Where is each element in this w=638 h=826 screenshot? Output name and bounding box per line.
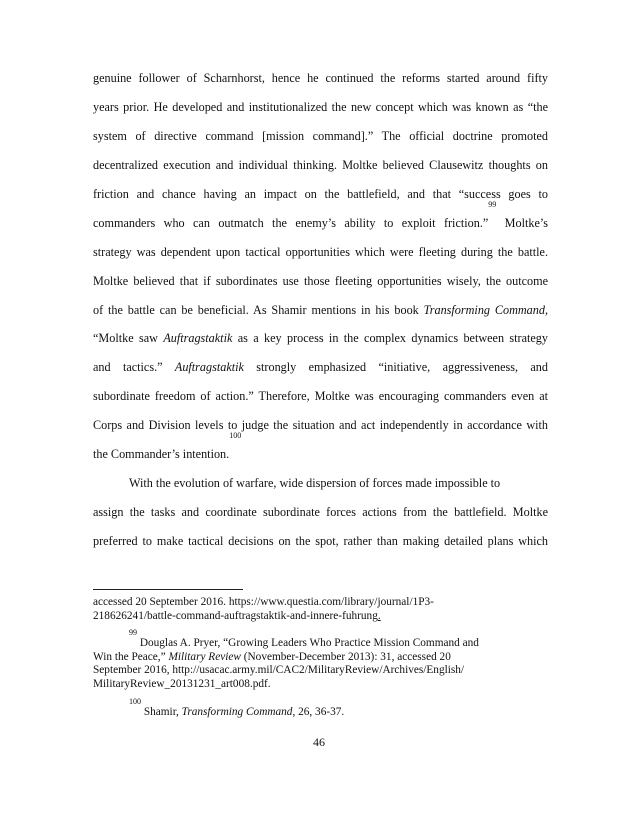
text-line: years prior. He developed and institutionalized the new concept which was known as “the [93,99,548,114]
spacer [93,623,548,637]
text-line: strategy was dependent upon tactical opportunities which were fleeting during the battle. [93,244,548,259]
footnote-divider [93,589,243,590]
text-line: decentralized execution and individual thinking. Moltke believed Clausewitz thoughts on [93,157,548,172]
text-line: preferred to make tactical decisions on the spot, rather than making detailed plans which [93,534,548,548]
body-text [93,64,548,556]
footnote-line: 218626241/battle-command-auftragstaktik-and-innere-fuhrung. [93,609,381,622]
text-line: Moltke believed that if subordinates use those fleeting opportunities wisely, the outcome [93,273,548,288]
book-title: Transforming Command [423,302,545,317]
footnote-line: MilitaryReview_20131231_art008.pdf. [93,677,271,690]
text-line: system of directive command [mission command].” The official doctrine promoted [93,128,548,143]
footnote-number-99: 99 [129,628,137,638]
footnote-ref-99[interactable]: 99 [488,199,497,209]
text-line: genuine follower of Scharnhorst, hence he continued the reforms started around fifty [93,71,548,85]
term-italic: Auftragstaktik [163,331,233,346]
text-line: commanders who can outmatch the enemy’s ability to exploit friction.”$^{99}$ Moltke’s [93,199,548,230]
text-line: and tactics.” Auftragstaktik strongly emphasized “initiative, aggressiveness, and [93,360,548,375]
text-line: the Commander’s intention.$^{100}$ [93,431,242,462]
footnote-line: $^{99}$ Douglas A. Pryer, “Growing Leaders Who Practice Mission Command and [129,628,479,650]
journal-title: Military Review [168,650,241,663]
footnote-line: accessed 20 September 2016. https://www.questia.com/library/journal/1P3- [93,596,434,608]
text-line: of the battle can be beneficial. As Shamir mentions in his book Transforming Command, [93,302,549,317]
text-line: friction and chance having an impact on the battlefield, and that “success goes to [93,186,548,201]
footnote-line: Win the Peace,” Military Review (November-December 2013): 31, accessed 20 [93,650,451,663]
spacer [93,692,548,706]
text-line: subordinate freedom of action.” Therefore, Moltke was encouraging commanders even at [93,389,548,404]
text-line: With the evolution of warfare, wide dispersion of forces made impossible to [129,476,501,491]
footnote-link[interactable]: 218626241/battle-command-auftragstaktik-and-innere-fuhrung [93,609,378,622]
footnote-line: September 2016, http://usacac.army.mil/CAC2/MilitaryReview/Archives/English/ [93,664,465,677]
footnote-line: $^{100}$ Shamir, Transforming Command, 26, 36-37. [129,696,345,718]
footnote-number-100: 100 [129,696,141,706]
text-line: assign the tasks and coordinate subordinate forces actions from the battlefield. Moltke [93,505,548,520]
footnotes [93,596,548,719]
term-italic: Auftragstaktik [174,360,244,375]
text-line: Corps and Division levels to judge the situation and act independently in accordance with [93,418,548,433]
book-title: Transforming Command [181,705,293,718]
text-line: “Moltke saw Auftragstaktik as a key process in the complex dynamics between strategy [93,331,548,346]
page-number: 46 [313,735,325,749]
footnote-ref-100[interactable]: 100 [229,431,242,441]
